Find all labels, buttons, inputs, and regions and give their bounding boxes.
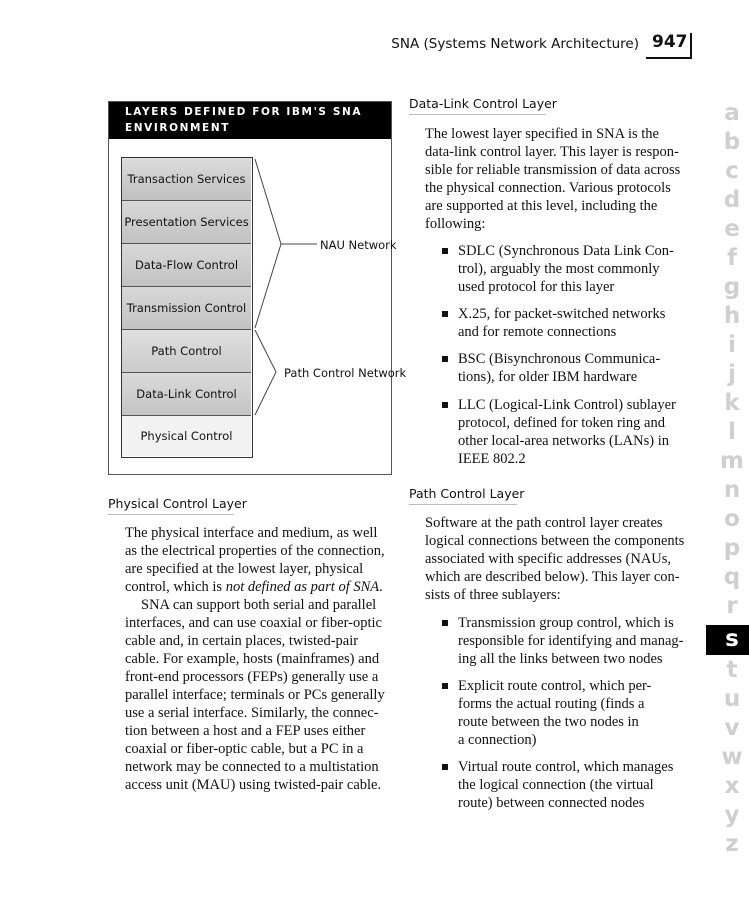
bullet-marker [442,683,448,689]
text-line: BSC (Bisynchronous Communica- [458,351,661,367]
text-line: cable and, in certain places, twisted-pair [125,633,359,649]
text-line: Transmission group control, which is [458,615,674,631]
text-line: logical connections between the components [425,533,685,549]
text-line: route between the two nodes in [458,714,639,730]
layer-data-link-control: Data-Link Control [122,373,251,416]
text-line: access unit (MAU) using twisted-pair cable. [125,777,382,793]
text-line: as the electrical properties of the connection, [125,543,385,559]
text-line: front-end processors (FEPs) generally use a [125,669,379,685]
layer-transaction-services: Transaction Services [122,158,251,201]
thumb-index-letter-f: f [726,245,737,271]
layer-path-control: Path Control [122,330,251,373]
layer-physical-control: Physical Control [122,416,251,456]
text-line: use a serial interface. Similarly, the connec- [125,705,379,721]
bullet-marker [442,248,448,254]
thumb-index-letter-p: p [723,535,741,561]
figure-caption-line-2: ENVIRONMENT [125,122,230,134]
text-line: following: [425,216,486,232]
thumb-index-letter-t: t [726,657,738,683]
thumb-index-letter-c: c [725,158,739,184]
text-line: coaxial or fiber-optic cable, but a PC in a [125,741,364,757]
text-line: cable. For example, hosts (mainframes) and [125,651,380,667]
text-line: associated with specific addresses (NAUs, [425,551,672,567]
text-line: tions), for older IBM hardware [458,369,638,385]
thumb-index-letter-l: l [728,419,736,445]
text-line: and for remote connections [458,324,617,340]
layer-presentation-services: Presentation Services [122,201,251,244]
text-line: trol), arguably the most commonly [458,261,660,277]
header-vertical-rule [690,33,692,59]
text-line: The physical interface and medium, as well [125,525,378,541]
text-line: sible for reliable transmission of data across [425,162,681,178]
text-line: SNA can support both serial and parallel [141,597,377,613]
text-line: which are described below). This layer con- [425,569,680,585]
text-line: route) between connected nodes [458,795,645,811]
thumb-index-letter-r: r [726,593,738,619]
path-control-intro-paragraph [425,514,695,604]
thumb-index-letter-u: u [723,686,741,712]
bullet-marker [442,311,448,317]
thumb-index-letter-m: m [720,448,744,474]
text-line: interfaces, and can use coaxial or fiber-optic [125,615,382,631]
grouping-lines [109,102,391,474]
physical-control-paragraph-1 [125,524,400,596]
text-span: control, which is [125,579,226,595]
text-line: tion between a host and a FEP uses either [125,723,366,739]
text-line: IEEE 802.2 [458,451,526,467]
text-line: Explicit route control, which per- [458,678,652,694]
header-rule [646,57,692,59]
text-line: responsible for identifying and manag- [458,633,684,649]
thumb-index-letter-b: b [723,129,741,155]
bullet-transmission-group-control [458,614,698,668]
text-line: X.25, for packet-switched networks [458,306,666,322]
text-line [125,578,400,596]
emphasis-text: not defined as part of SNA [225,579,380,595]
bullet-virtual-route-control [458,758,698,812]
text-line: are specified at the lowest layer, physical [125,561,364,577]
text-line: LLC (Logical-Link Control) sublayer [458,397,676,413]
thumb-index-letter-k: k [724,390,740,416]
thumb-index-letter-d: d [723,187,741,213]
thumb-index-letter-q: q [723,564,741,590]
thumb-index-letter-v: v [724,715,740,741]
thumb-index-letter-z: z [725,831,739,857]
thumb-index-letter-g: g [723,274,741,300]
nau-network-label: NAU Network [320,238,397,252]
thumb-index-letter-h: h [723,303,741,329]
thumb-index-letter-i: i [728,332,736,358]
page-number: 947 [652,32,688,52]
text-line: are supported at this level, including the [425,198,658,214]
text-line: Software at the path control layer creates [425,515,663,531]
text-line: Virtual route control, which manages [458,759,674,775]
bullet-bsc [458,350,698,386]
text-line: data-link control layer. This layer is respon- [425,144,679,160]
text-line: other local-area networks (LANs) in [458,433,669,449]
physical-control-paragraph-2 [125,596,400,794]
sna-layers-figure [108,101,407,475]
bullet-marker [442,620,448,626]
thumb-index-letter-e: e [724,216,740,242]
bullet-sdlc [458,242,698,296]
thumb-index-letter-w: w [721,744,743,770]
figure-caption-line-1: LAYERS DEFINED FOR IBM'S SNA [125,106,363,118]
bullet-explicit-route-control [458,677,698,749]
bullet-marker [442,764,448,770]
path-control-layer-heading: Path Control Layer [409,486,517,505]
text-line: used protocol for this layer [458,279,615,295]
thumb-index-letter-n: n [723,477,741,503]
bullet-llc [458,396,698,468]
thumb-index-letter-s: s [725,626,739,652]
text-line: protocol, defined for token ring and [458,415,665,431]
thumb-index-letter-a: a [724,100,740,126]
running-header-title: SNA (Systems Network Architecture) [391,36,639,52]
text-line: sists of three sublayers: [425,587,561,603]
text-line: network may be connected to a multistation [125,759,379,775]
text-line: SDLC (Synchronous Data Link Con- [458,243,674,259]
physical-control-layer-heading: Physical Control Layer [108,496,234,515]
path-control-network-label: Path Control Network [284,366,407,380]
text-line: the physical connection. Various protocols [425,180,671,196]
bullet-x25 [458,305,698,341]
bullet-marker [442,356,448,362]
thumb-index-letter-o: o [724,506,740,532]
text-span: . [379,579,383,595]
text-line: forms the actual routing (finds a [458,696,645,712]
data-link-control-layer-heading: Data-Link Control Layer [409,96,546,115]
bullet-marker [442,402,448,408]
thumb-index-letter-x: x [724,773,740,799]
text-line: ing all the links between two nodes [458,651,663,667]
data-link-intro-paragraph [425,125,695,233]
text-line: parallel interface; terminals or PCs generally [125,687,385,703]
thumb-index-letter-j: j [728,361,736,387]
text-line: the logical connection (the virtual [458,777,654,793]
thumb-index-letter-y: y [724,802,740,828]
text-line: The lowest layer specified in SNA is the [425,126,659,142]
text-line: a connection) [458,732,537,748]
layer-transmission-control: Transmission Control [122,287,251,330]
layer-data-flow-control: Data-Flow Control [122,244,251,287]
